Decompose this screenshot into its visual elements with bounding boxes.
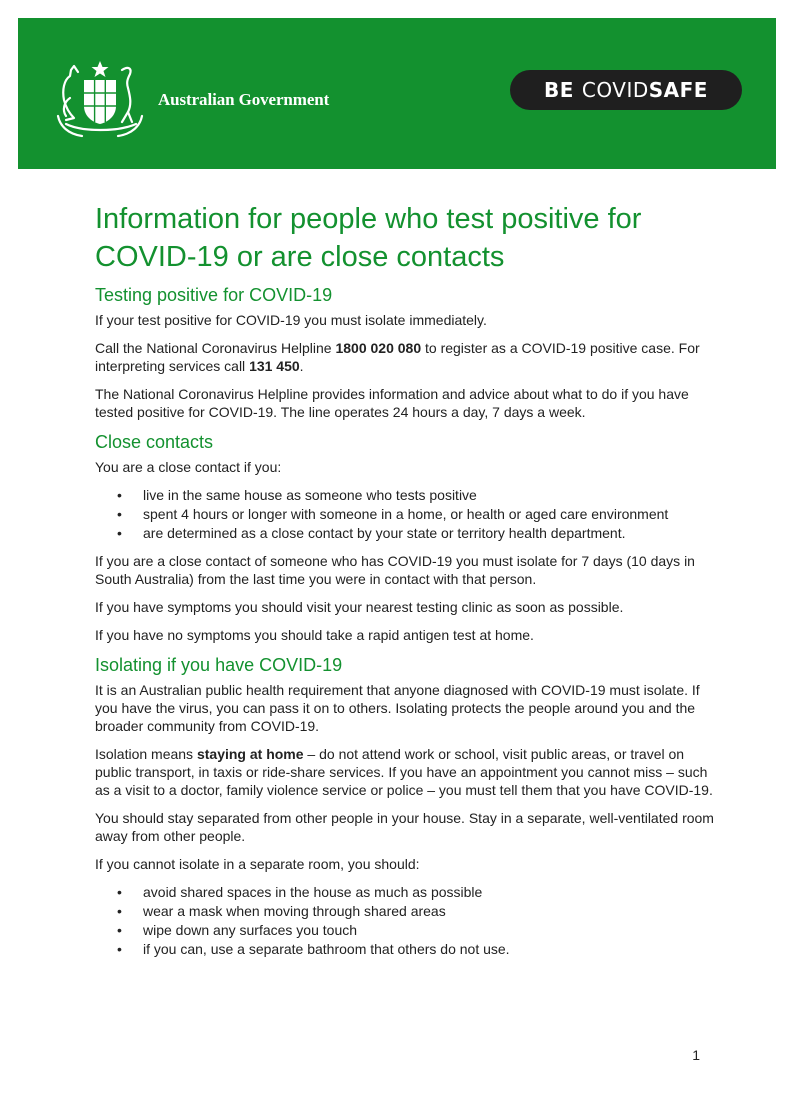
section-testing-positive — [95, 284, 715, 421]
page-title: Information for people who test positive for COVID-19 or are close contacts — [95, 203, 642, 273]
staying-at-home-emphasis: staying at home — [196, 746, 304, 763]
paragraph: If you cannot isolate in a separate room, you should: — [95, 856, 420, 873]
covidsafe-badge — [510, 70, 742, 110]
section-isolating — [95, 654, 715, 958]
header-banner — [18, 18, 776, 169]
paragraph: If you have no symptoms you should take a rapid antigen test at home. — [95, 627, 534, 644]
list-item: • live in the same house as someone who tests positive — [95, 486, 715, 505]
coat-of-arms-icon — [48, 58, 152, 138]
isolation-list — [95, 883, 715, 958]
paragraph: You should stay separated from other people in your house. Stay in a separate, well-ventilated room away from other people. — [95, 810, 714, 845]
section-heading: Close contacts — [95, 432, 214, 452]
isolation-paragraph: Isolation means staying at home – do not attend work or school, visit public areas, or travel on public transport, in taxis or ride-share services. If you have an appointment you cannot miss – such as a visit to a doctor, family violence service or police – you must tell them that you have COVID-19. — [95, 746, 713, 799]
paragraph: If you are a close contact of someone who has COVID-19 you must isolate for 7 days (10 days in South Australia) from the last time you were in contact with that person. — [95, 553, 695, 588]
list-item: • wear a mask when moving through shared areas — [95, 902, 715, 921]
paragraph: If you have symptoms you should visit your nearest testing clinic as soon as possible. — [95, 599, 624, 616]
document-body — [95, 200, 715, 969]
paragraph: The National Coronavirus Helpline provides information and advice about what to do if you have tested positive for COVID-19. The line operates 24 hours a day, 7 days a week. — [95, 386, 689, 420]
covidsafe-covid: COVID — [581, 78, 649, 102]
page-number: 1 — [692, 1047, 700, 1063]
list-item: • avoid shared spaces in the house as much as possible — [95, 883, 715, 902]
close-contact-list — [95, 486, 715, 542]
interpreter-number: 131 450 — [249, 358, 300, 374]
helpline-number: 1800 020 080 — [335, 340, 422, 356]
list-item: • wipe down any surfaces you touch — [95, 921, 715, 940]
section-heading: Isolating if you have COVID-19 — [95, 655, 343, 676]
covidsafe-be: BE — [544, 78, 574, 102]
paragraph: If your test positive for COVID-19 you must isolate immediately. — [95, 312, 487, 328]
paragraph: It is an Australian public health requirement that anyone diagnosed with COVID-19 must isolate. If you have the virus, you can pass it on to others. Isolating protects the people around you and the broader community from COVID-19. — [95, 682, 700, 735]
paragraph: You are a close contact if you: — [95, 459, 282, 475]
helpline-paragraph: Call the National Coronavirus Helpline 1800 020 080 to register as a COVID-19 positive case. For interpreting services call 131 450. — [95, 340, 700, 374]
government-name: Australian Government — [158, 90, 330, 109]
covidsafe-safe: SAFE — [648, 78, 708, 102]
section-heading: Testing positive for COVID-19 — [95, 285, 333, 305]
list-item: • spent 4 hours or longer with someone in a home, or health or aged care environment — [95, 505, 715, 524]
list-item: • are determined as a close contact by your state or territory health department. — [95, 524, 715, 543]
section-close-contacts — [95, 431, 715, 644]
government-logo — [48, 58, 329, 138]
list-item: • if you can, use a separate bathroom that others do not use. — [95, 940, 715, 959]
